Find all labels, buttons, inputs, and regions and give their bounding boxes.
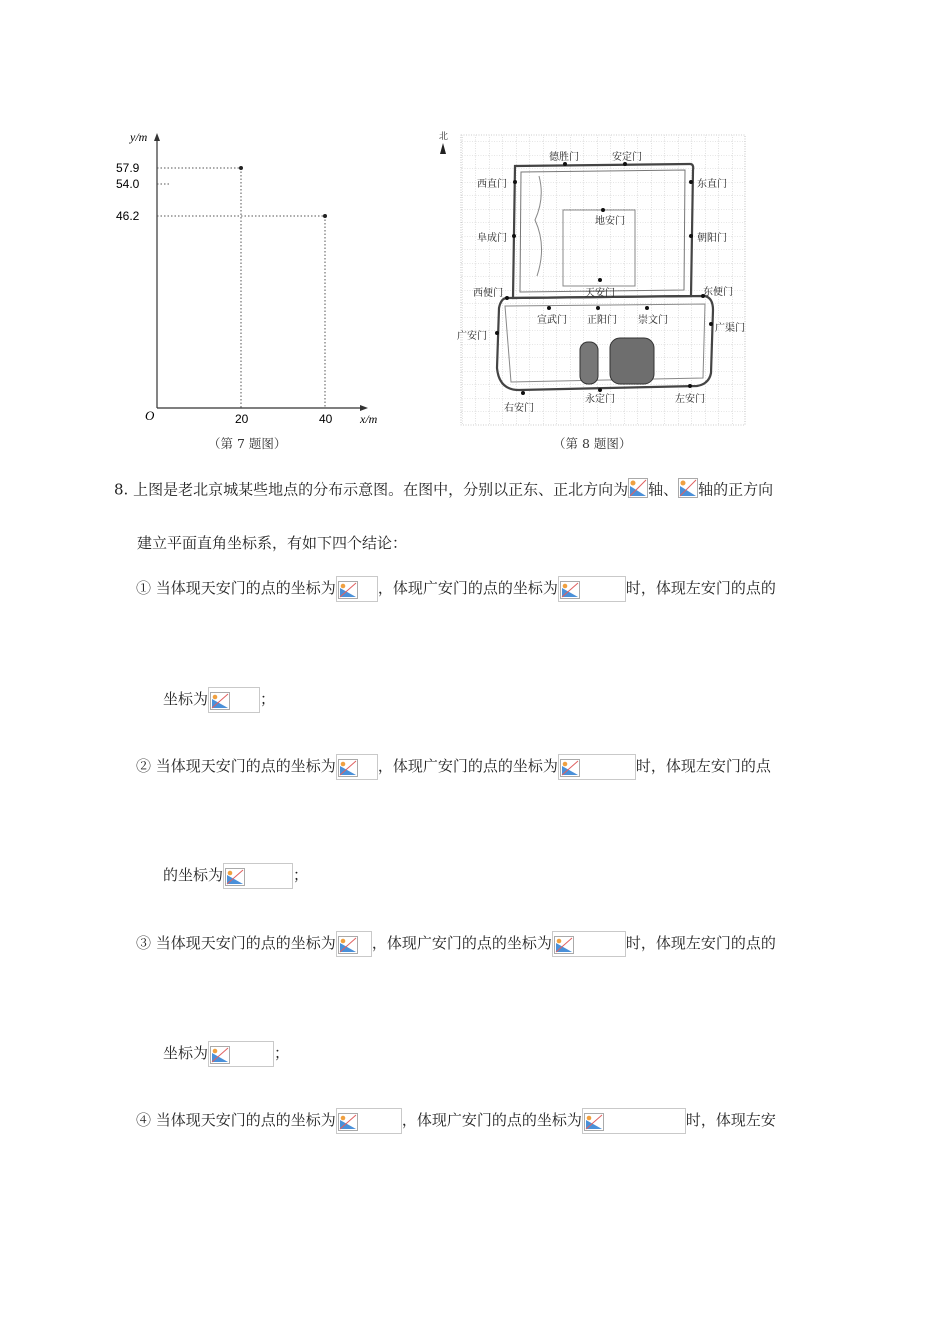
formula-image-placeholder	[552, 931, 626, 957]
item-text-a: 当体现天安门的点的坐标为	[155, 579, 336, 597]
item-end: ；	[274, 1044, 290, 1062]
figure-8-caption: （第 8 题图）	[553, 436, 632, 451]
figure-8	[435, 128, 755, 458]
formula-image-placeholder	[582, 1108, 686, 1134]
item-2-line1	[136, 754, 771, 780]
gate-xibianmen: 西便门	[473, 288, 503, 299]
gate-deshengmen: 德胜门	[549, 152, 579, 163]
intro-part2: 轴、	[648, 480, 679, 499]
gate-dongzhimen: 东直门	[697, 179, 727, 190]
gate-chongwenmen: 崇文门	[638, 315, 668, 326]
formula-image-placeholder	[208, 687, 260, 713]
intro-part1: 8. 上图是老北京城某些地点的分布示意图。在图中，分别以正东、正北方向为	[114, 480, 629, 499]
gate-xuanwumen: 宣武门	[537, 315, 567, 326]
gate-zuoanmen: 左安门	[675, 394, 705, 405]
gate-zhengyangmen: 正阳门	[587, 315, 617, 326]
gate-xizhimen: 西直门	[477, 179, 507, 190]
origin-label: O	[145, 408, 155, 423]
y-tick-54-0: 54.0	[116, 177, 140, 191]
item-text-c: 时，体现左安门的点的	[625, 579, 776, 597]
formula-image-placeholder	[336, 931, 372, 957]
gate-fuchengmen: 阜成门	[477, 233, 507, 244]
item-end: ；	[260, 690, 276, 708]
formula-image-placeholder	[558, 754, 636, 780]
item-text-b: ，体现广安门的点的坐标为	[371, 934, 552, 952]
broken-image-icon	[628, 478, 648, 503]
item-text-a: 当体现天安门的点的坐标为	[155, 934, 336, 952]
item-4-line1	[136, 1108, 776, 1134]
figure-7-chart	[110, 125, 400, 425]
item-3-line1	[136, 931, 776, 957]
item-number: ④	[136, 1111, 152, 1129]
item-text-c: 时，体现左安门的点的	[625, 934, 776, 952]
item-text-d: 坐标为	[163, 690, 209, 708]
item-text-a: 当体现天安门的点的坐标为	[155, 757, 336, 775]
item-number: ②	[136, 757, 152, 775]
formula-image-placeholder	[336, 1108, 402, 1134]
figure-7	[110, 125, 400, 455]
item-1-line1	[136, 576, 776, 602]
item-text-a: 当体现天安门的点的坐标为	[155, 1111, 336, 1129]
x-tick-40: 40	[319, 412, 333, 425]
x-tick-20: 20	[235, 412, 249, 425]
intro-part3: 轴的正方向	[698, 480, 774, 499]
item-end: ；	[293, 866, 309, 884]
item-number: ①	[136, 579, 152, 597]
x-axis-label: x/m	[360, 412, 378, 425]
point-1	[239, 166, 243, 170]
item-text-b: ，体现广安门的点的坐标为	[401, 1111, 582, 1129]
y-tick-57-9: 57.9	[116, 161, 140, 175]
formula-image-placeholder	[558, 576, 626, 602]
gate-youanmen: 右安门	[504, 403, 534, 414]
item-2-line2	[163, 863, 308, 889]
formula-image-placeholder	[223, 863, 293, 889]
gate-guanganmen: 广安门	[457, 331, 487, 342]
item-text-c: 时，体现左安	[685, 1111, 776, 1129]
point-2	[323, 214, 327, 218]
item-text-d: 的坐标为	[163, 866, 224, 884]
broken-image-icon	[678, 478, 698, 503]
formula-image-placeholder	[208, 1041, 274, 1067]
north-label: 北	[439, 132, 449, 142]
gate-dongbianmen: 东便门	[703, 287, 733, 298]
formula-image-placeholder	[336, 754, 378, 780]
item-text-d: 坐标为	[163, 1044, 209, 1062]
gate-guangqumen: 广渠门	[715, 323, 745, 334]
item-text-b: ，体现广安门的点的坐标为	[377, 757, 558, 775]
item-number: ③	[136, 934, 152, 952]
gate-yongdingmen: 永定门	[585, 394, 615, 405]
item-text-c: 时，体现左安门的点	[635, 757, 771, 775]
formula-image-placeholder	[336, 576, 378, 602]
gate-chaoyangmen: 朝阳门	[697, 233, 727, 244]
item-1-line2	[163, 687, 275, 713]
y-tick-46-2: 46.2	[116, 209, 140, 223]
gate-dianmen: 地安门	[595, 216, 625, 227]
item-text-b: ，体现广安门的点的坐标为	[377, 579, 558, 597]
figure-7-caption: （第 7 题图）	[208, 436, 287, 451]
question-intro-line2: 建立平面直角坐标系，有如下四个结论：	[137, 534, 408, 552]
gate-tiananmen: 天安门	[585, 288, 615, 299]
y-axis-label: y/m	[130, 130, 148, 144]
figure-8-map	[435, 128, 755, 428]
gate-andingmen: 安定门	[612, 152, 642, 163]
item-3-line2	[163, 1041, 289, 1067]
question-intro-line1	[114, 478, 773, 503]
